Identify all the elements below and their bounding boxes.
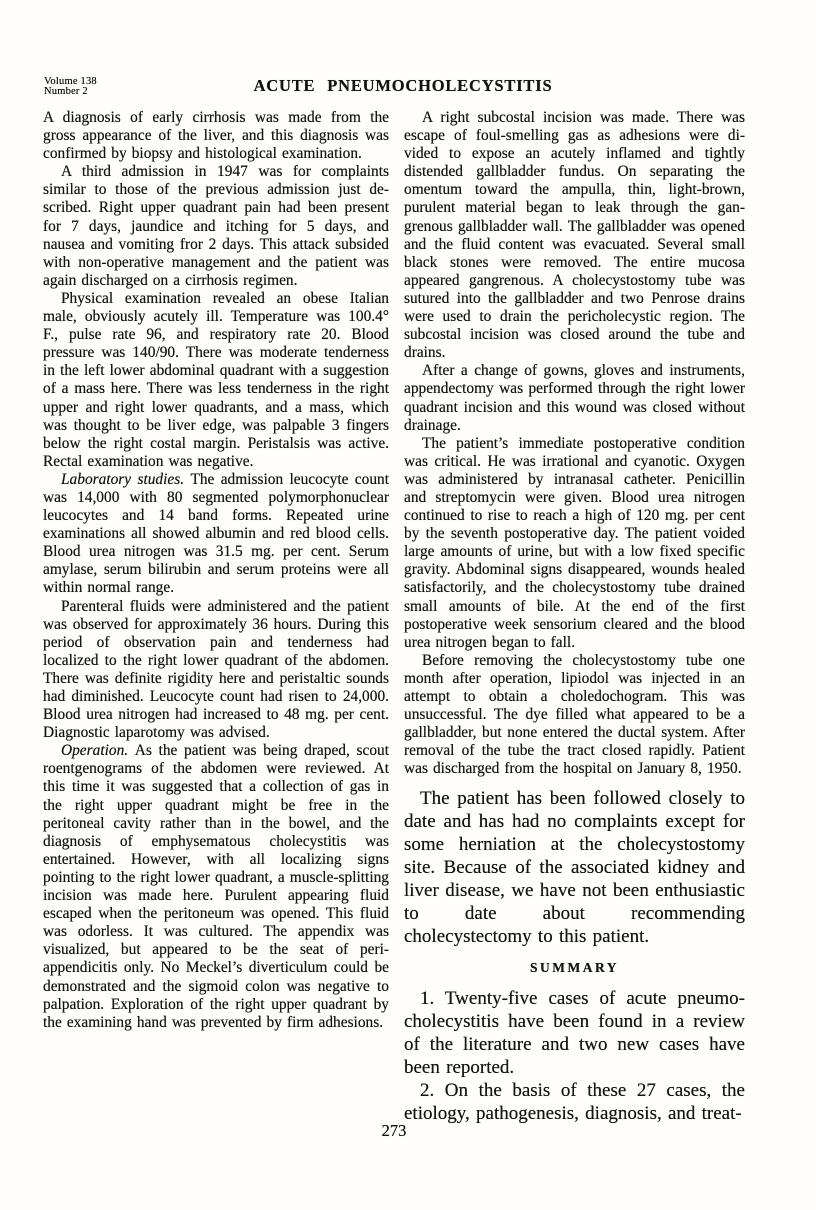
paragraph: The patient’s immediate postoperative condition was critical. He was irrational and cyanotic. Oxygen was administered by intranasal catheter. Penicillin and streptomycin were given. Blood urea nitrogen continued to rise to reach a high of 120 mg. per cent by the seventh postoperative day. The patient voided large amounts of urine, but with a low fixed specific gravity. Abdominal signs disappeared, wounds healed satisfactorily, and the cholecystostomy tube drained small amounts of bile. At the end of the first postoperative week sensorium cleared and the blood urea nitrogen began to fall. <box>404 434 745 651</box>
paragraph: A diagnosis of early cirrhosis was made from the gross appearance of the liver, and this diagnosis was confirmed by biopsy and histological examination. <box>43 109 389 163</box>
paragraph: Operation. As the patient was being draped, scout roentgenograms of the abdomen were reviewed. At this time it was suggested that a collection of gas in the right upper quadrant might be free in the peritoneal cavity rather than in the bowel, and the diagnosis of emphysematous cholecystitis was entertained. However, with all localizing signs pointing to the right lower quadrant, a muscle-splitting incision was made here. Purulent appearing fluid escaped when the peritoneum was opened. This fluid was odorless. It was cultured. The appendix was visualized, but appeared to be the seat of peri-appendicitis only. No Meckel’s diverticulum could be demonstrated and the sigmoid colon was negative to palpation. Exploration of the right upper quadrant by the examining hand was prevented by firm adhesions. <box>43 742 389 1031</box>
summary-item-1: 1. Twenty-five cases of acute pneumocholecystitis have been found in a review of the literature and two new cases have been reported. <box>404 988 745 1079</box>
summary-item-2: 2. On the basis of these 27 cases, the etiology, pathogenesis, diagnosis, and treat- <box>404 1080 745 1125</box>
paragraph: Before removing the cholecystostomy tube one month after operation, lipiodol was injected in an attempt to obtain a choledochogram. This was unsuccessful. The dye filled what appeared to be a gallbladder, but none entered the ductal system. After removal of the tube the tract closed rapidly. Patient was discharged from the hospital on January 8, 1950. <box>404 651 745 778</box>
paragraph: A third admission in 1947 was for complaints similar to those of the previous admission just described. Right upper quadrant pain had been present for 7 days, jaundice and itching for 5 days, and nausea and vomiting fror 2 days. This attack subsided with non-operative management and the patient was again discharged on a cirrhosis regimen. <box>43 163 389 289</box>
body-paragraph: The patient has been followed closely to date and has had no complaints except for some herniation at the cholecystostomy site. Because of the associated kidney and liver disease, we have not been enthusiastic to date about recommending cholecystectomy to this patient. <box>404 788 745 948</box>
left-column <box>43 109 389 1032</box>
page-number: 273 <box>381 1121 407 1140</box>
paragraph: Laboratory studies. The admission leucocyte count was 14,000 with 80 segmented polymorphonuclear leucocytes and 14 band forms. Repeated urine examinations all showed albumin and red blood cells. Blood urea nitrogen was 31.5 mg. per cent. Serum amylase, serum bilirubin and serum proteins were all within normal range. <box>43 470 389 597</box>
summary-heading: SUMMARY <box>529 960 619 976</box>
running-title: ACUTE PNEUMOCHOLECYSTITIS <box>253 76 553 95</box>
volume-line: Volume 138 <box>44 76 97 87</box>
issue-line: Number 2 <box>44 85 88 97</box>
right-column <box>404 109 745 1125</box>
paragraph: Parenteral fluids were administered and the patient was observed for approximately 36 hours. During this period of observation pain and tenderness had localized to the right lower quadrant of the abdomen. There was definite rigidity here and peristaltic sounds had diminished. Leucocyte count had risen to 24,000. Blood urea nitrogen had increased to 48 mg. per cent. Diagnostic laparotomy was advised. <box>43 597 389 742</box>
italic-lead: Laboratory studies. <box>61 470 191 488</box>
paragraph: A right subcostal incision was made. There was escape of foul-smelling gas as adhesions were divided to expose an acutely inflamed and tightly distended gallbladder fundus. On separating the omentum toward the ampulla, thin, light-brown, purulent material began to leak through the gangrenous gallbladder wall. The gallbladder was opened and the fluid content was evacuated. Several small black stones were removed. The entire mucosa appeared gangrenous. A cholecystostomy tube was sutured into the gallbladder and two Penrose drains were used to drain the pericholecystic region. The subcostal incision was closed around the tube and drains. <box>404 109 745 362</box>
case-report-paragraphs <box>404 109 745 778</box>
paragraph: Physical examination revealed an obese Italian male, obviously acutely ill. Temperature was 100.4° F., pulse rate 96, and respiratory rate 20. Blood pressure was 140/90. There was moderate tenderness in the left lower abdominal quadrant with a suggestion of a mass here. There was less tenderness in the right upper and right lower quadrants, and a mass, which was thought to be liver edge, was palpable 3 fingers below the right costal margin. Peristalsis was active. Rectal examination was negative. <box>43 289 389 470</box>
italic-lead: Operation. <box>61 742 135 760</box>
paragraph: After a change of gowns, gloves and instruments, appendectomy was performed through the right lower quadrant incision and this wound was closed without drainage. <box>404 362 745 434</box>
